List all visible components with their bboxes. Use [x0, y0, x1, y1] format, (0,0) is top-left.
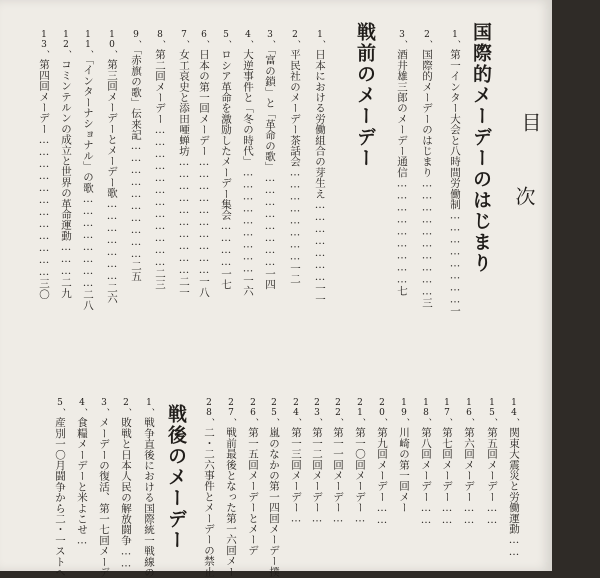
- toc-entry[interactable]: [201, 398, 217, 577]
- section-title-prewar: 戦前のメーデー: [354, 22, 376, 169]
- toc-entry-leader: ………………………………: [154, 123, 166, 268]
- toc-entry-leader: ………………………………: [38, 133, 50, 278]
- toc-entry-title: 第一三回メーデー: [290, 427, 302, 513]
- toc-entry-title: 日本における労働組合の芽生え: [314, 49, 326, 199]
- toc-heading-moku: 目: [518, 112, 542, 132]
- toc-entry-number: 4、: [243, 30, 253, 49]
- toc-entry-title: ロシア革命を激励したメーデー集会: [220, 49, 232, 221]
- toc-entry-page: 一八: [198, 276, 210, 298]
- toc-entry-title: 第六回メーデー: [463, 427, 475, 502]
- toc-entry-number: 16、: [464, 398, 474, 427]
- toc-entry-page: 一七: [220, 268, 232, 290]
- toc-entry[interactable]: [104, 30, 120, 304]
- toc-entry-title: 戦前最後となった第一六回メー: [225, 427, 237, 577]
- toc-entry-page: 一: [449, 305, 461, 317]
- toc-entry[interactable]: [196, 30, 212, 297]
- toc-entry-title: メーデーの復活、第一七回メーデ: [98, 417, 110, 578]
- toc-entry-leader: ……………………: [264, 172, 276, 269]
- toc-entry-title: 二・二六事件とメーデーの禁止: [203, 427, 215, 577]
- toc-entry[interactable]: [312, 30, 328, 304]
- toc-entry-number: 3、: [397, 30, 407, 49]
- toc-entry-title: 女工哀史と添田唖蝉坊: [178, 49, 190, 156]
- toc-entry-number: 1、: [450, 30, 460, 49]
- toc-entry-title: 第一五回メーデーとメーデ: [247, 427, 259, 556]
- toc-entry-page: 七: [396, 285, 408, 297]
- toc-entry-title: 食糧メーデーと米よこせ: [76, 417, 88, 535]
- toc-entry[interactable]: [447, 30, 463, 316]
- toc-entry-leader: …: [76, 534, 88, 547]
- toc-entry-page: 一四: [264, 268, 276, 290]
- toc-entry-number: 19、: [399, 398, 409, 427]
- toc-entry-leader: ………………………: [242, 166, 254, 275]
- toc-entry-title: 平民社のメーデー茶話会: [289, 49, 301, 167]
- toc-entry-leader: ……: [376, 501, 388, 526]
- toc-entry-number: 9、: [131, 30, 141, 49]
- toc-entry[interactable]: [506, 398, 522, 558]
- toc-entry-number: 6、: [199, 30, 209, 49]
- toc-entry-title: 第五回メーデー: [486, 427, 498, 502]
- toc-heading-ji: 次: [512, 186, 536, 206]
- toc-entry-number: 3、: [99, 398, 109, 417]
- toc-entry-title: 戦争直後における国際統一戦線の: [143, 417, 155, 578]
- toc-entry-title: 酒井雄三郎のメーデー通信: [396, 49, 408, 178]
- toc-entry-number: 18、: [421, 398, 431, 427]
- toc-entry-leader: …………………………: [421, 177, 433, 298]
- toc-entry-title: 大逆事件と「冬の時代」: [242, 49, 254, 167]
- toc-entry[interactable]: [152, 30, 168, 289]
- toc-entry-number: 24、: [291, 398, 301, 427]
- toc-entry-title: 第二回メーデー: [154, 49, 166, 124]
- toc-entry-leader: …………………………: [130, 140, 142, 261]
- toc-entry-title: 川崎の第一回メー: [398, 427, 410, 513]
- toc-entry-title: 第四回メーデー: [38, 59, 50, 134]
- toc-entry[interactable]: [439, 398, 455, 526]
- toc-entry-number: 3、: [265, 30, 275, 49]
- toc-entry-number: 21、: [355, 398, 365, 427]
- toc-entry-leader: ……: [463, 501, 475, 526]
- toc-entry[interactable]: [262, 30, 278, 290]
- toc-entry-title: 産別一〇月闘争から二・一スト: [54, 417, 66, 567]
- toc-entry-leader: …: [290, 512, 302, 525]
- toc-entry-number: 5、: [221, 30, 231, 49]
- toc-entry-leader: …: [354, 512, 366, 525]
- toc-entry[interactable]: [394, 30, 410, 296]
- toc-entry-title: 第七回メーデー: [441, 427, 453, 502]
- toc-entry-title: 関東大震災と労働運動: [508, 427, 520, 534]
- toc-entry-page: 三: [421, 297, 433, 309]
- toc-entry-page: 二五: [130, 260, 142, 282]
- toc-entry[interactable]: [128, 30, 144, 281]
- toc-entry-leader: …………………: [106, 198, 118, 283]
- toc-entry-page: 一一: [314, 282, 326, 305]
- toc-entry[interactable]: [418, 398, 434, 526]
- section-title-postwar: 戦後のメーデー: [165, 404, 187, 551]
- toc-entry-leader: ……: [508, 534, 520, 558]
- toc-entry-number: 13、: [39, 30, 49, 59]
- toc-entry-number: 4、: [77, 398, 87, 417]
- toc-entry-page: 二六: [106, 282, 118, 304]
- section-title-prewar-international: 国際的メーデーのはじまり: [470, 22, 492, 274]
- toc-entry[interactable]: [176, 30, 192, 297]
- toc-entry-leader: ……: [441, 501, 453, 526]
- toc-entry-title: 「赤旗の歌」伝来記: [130, 49, 142, 141]
- toc-entry-page: 二九: [60, 276, 72, 299]
- toc-entry-number: 25、: [269, 398, 279, 427]
- toc-entry-title: 第一〇回メーデー: [354, 427, 366, 513]
- toc-entry-number: 5、: [55, 398, 65, 417]
- toc-entry-number: 7、: [179, 30, 189, 49]
- toc-entry[interactable]: [96, 398, 112, 578]
- toc-entry[interactable]: [36, 30, 52, 299]
- toc-entry-number: 15、: [487, 398, 497, 427]
- toc-entry-leader: …………………………: [178, 156, 190, 276]
- toc-entry-title: 「インターナショナル」の歌: [82, 59, 94, 193]
- toc-entry-number: 8、: [155, 30, 165, 49]
- toc-entry-leader: ………: [60, 240, 72, 277]
- toc-entry-leader: …: [332, 512, 344, 525]
- toc-entry[interactable]: [80, 30, 96, 310]
- toc-entry-title: コミンテルンの成立と世界の革命運動: [60, 59, 72, 241]
- toc-entry-number: 11、: [83, 30, 93, 59]
- toc-entry-page: 二三: [154, 267, 166, 290]
- toc-entry-number: 22、: [333, 398, 343, 427]
- toc-entry[interactable]: [330, 398, 346, 525]
- toc-entry-leader: ……: [120, 545, 132, 570]
- toc-entry[interactable]: [118, 398, 134, 569]
- toc-entry-title: 第一インター大会と八時間労働制: [449, 49, 461, 210]
- toc-entry[interactable]: [396, 398, 412, 513]
- toc-entry-leader: …………: [220, 220, 232, 269]
- toc-entry-title: 第九回メーデー: [376, 427, 388, 502]
- toc-entry-number: 12、: [61, 30, 71, 59]
- toc-entry-number: 26、: [248, 398, 258, 427]
- toc-entry[interactable]: [245, 398, 261, 555]
- toc-entry-title: 嵐のなかの第一四回メーデー撲: [268, 427, 280, 577]
- toc-entry-number: 27、: [226, 398, 236, 427]
- toc-entry-number: 2、: [422, 30, 432, 49]
- toc-entry-leader: ……: [420, 501, 432, 526]
- toc-entry-number: 28、: [204, 398, 214, 427]
- toc-entry-leader: …………………: [314, 198, 326, 283]
- toc-entry-title: 第三回メーデーとメーデー歌: [106, 59, 118, 199]
- toc-entry-page: 二一: [178, 276, 190, 298]
- toc-entry-title: 敗戦と日本人民の解放闘争: [120, 417, 132, 546]
- toc-entry[interactable]: [223, 398, 239, 577]
- toc-entry[interactable]: [58, 30, 74, 298]
- toc-entry-leader: …………………………: [198, 156, 210, 276]
- toc-entry-number: 17、: [442, 398, 452, 427]
- toc-entry[interactable]: [141, 398, 157, 578]
- toc-entry-number: 10、: [107, 30, 117, 59]
- toc-entry-number: 1、: [144, 398, 154, 417]
- toc-entry-leader: ………………………: [396, 177, 408, 286]
- toc-entry-leader: ……………………: [82, 192, 94, 289]
- toc-entry-leader: ……………………: [289, 166, 301, 263]
- toc-entry[interactable]: [266, 398, 282, 577]
- toc-entry[interactable]: [288, 398, 304, 525]
- toc-entry[interactable]: [352, 398, 368, 525]
- toc-entry-leader: へ: [54, 566, 66, 578]
- toc-entry-title: 第八回メーデー: [420, 427, 432, 502]
- toc-entry-page: 三〇: [38, 277, 50, 300]
- toc-entry-number: 2、: [121, 398, 131, 417]
- toc-entry[interactable]: [419, 30, 435, 308]
- toc-entry-page: 二八: [82, 288, 94, 311]
- toc-entry-title: 「富の鎖」と「革命の歌」: [264, 49, 276, 173]
- toc-entry-title: 第一二回メーデー: [311, 427, 323, 513]
- toc-entry[interactable]: [240, 30, 256, 296]
- toc-entry-title: 日本の第一回メーデー: [198, 49, 210, 156]
- toc-entry[interactable]: [484, 398, 500, 526]
- toc-entry-leader: ……: [486, 501, 498, 526]
- toc-entry-title: 第一一回メーデー: [332, 427, 344, 513]
- toc-entry[interactable]: [309, 398, 325, 525]
- toc-entry-page: 一二: [289, 262, 301, 285]
- toc-entry-number: 2、: [290, 30, 300, 49]
- toc-entry-number: 1、: [315, 30, 325, 49]
- toc-entry-number: 14、: [509, 398, 519, 427]
- toc-entry[interactable]: [52, 398, 68, 577]
- toc-entry-title: 国際的メーデーのはじまり: [421, 49, 433, 178]
- toc-entry-leader: ……………………: [449, 209, 461, 306]
- toc-entry[interactable]: [461, 398, 477, 526]
- toc-entry[interactable]: [218, 30, 234, 290]
- toc-entry[interactable]: [74, 398, 90, 547]
- toc-entry[interactable]: [287, 30, 303, 284]
- toc-entry-number: 23、: [312, 398, 322, 427]
- toc-entry[interactable]: [374, 398, 390, 526]
- toc-entry-number: 20、: [377, 398, 387, 427]
- toc-entry-leader: …: [311, 512, 323, 525]
- toc-entry-page: 一六: [242, 274, 254, 297]
